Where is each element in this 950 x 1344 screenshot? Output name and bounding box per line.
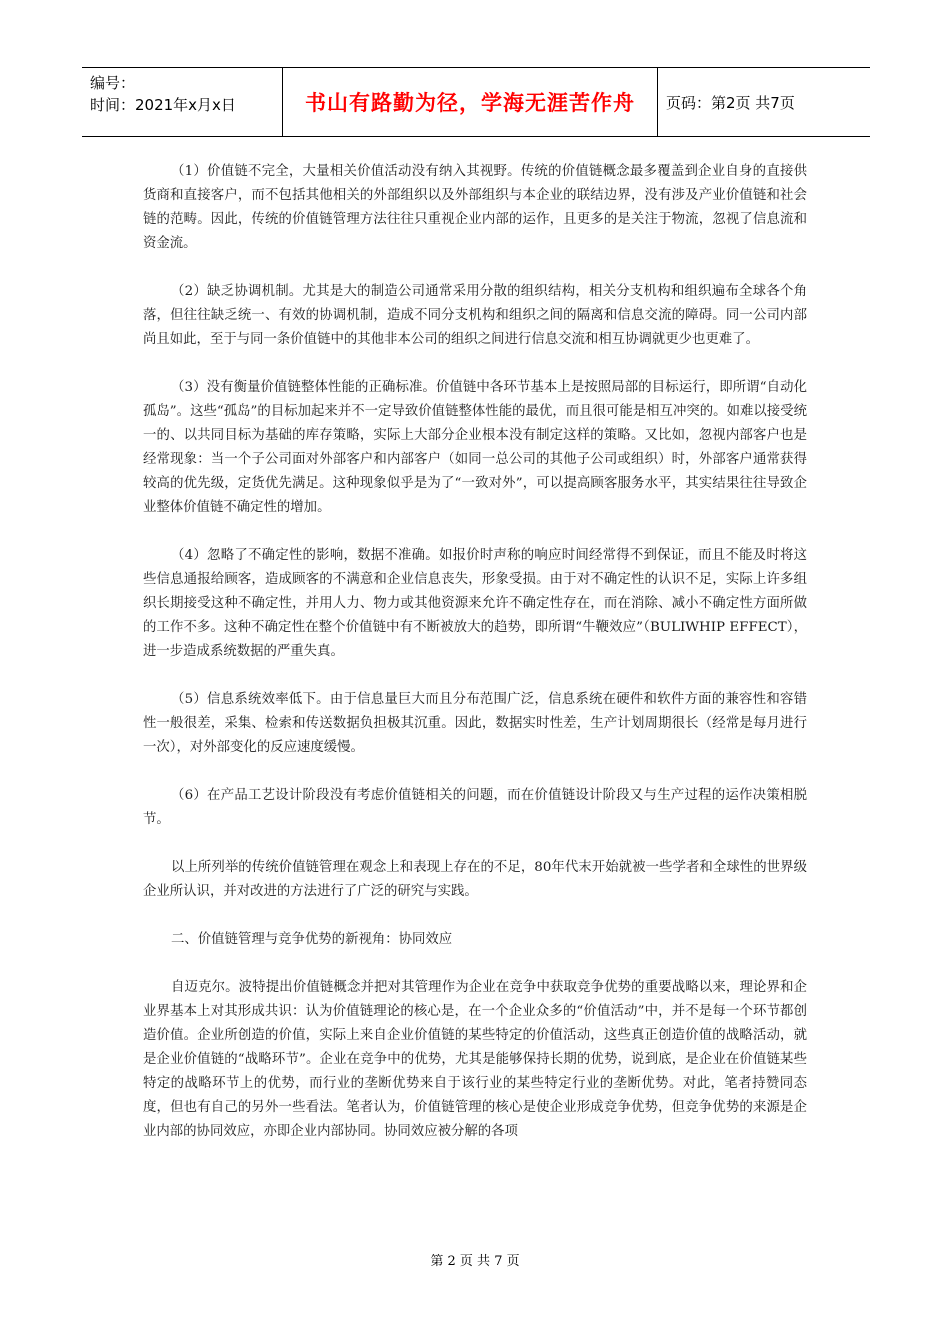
header-page-cell — [658, 68, 870, 136]
document-body — [143, 160, 807, 1168]
paragraph: （1）价值链不完全，大量相关价值活动没有纳入其视野。传统的价值链概念最多覆盖到企业自身的直接供货商和直接客户，而不包括其他相关的外部组织以及外部组织与本企业的联结边界，没有涉及产业价值链和社会链的范畴。因此，传统的价值链管理方法往往只重视企业内部的运作，且更多的是关注于物流，忽视了信息流和资金流。 — [143, 164, 807, 251]
page-footer — [0, 1250, 950, 1269]
header-motto-cell — [282, 68, 658, 136]
paragraph: 自迈克尔。波特提出价值链概念并把对其管理作为企业在竞争中获取竞争优势的重要战略以来，理论界和企业界基本上对其形成共识：认为价值链理论的核心是，在一个企业众多的“价值活动”中，并不是每一个环节都创造价值。企业所创造的价值，实际上来自企业价值链的某些特定的价值活动，这些真正创造价值的战略活动，就是企业价值链的“战略环节”。企业在竞争中的优势，尤其是能够保持长期的优势，说到底，是企业在价值链某些特定的战略环节上的优势，而行业的垄断优势来自于该行业的某些特定行业的垄断优势。对此，笔者持赞同态度，但也有自己的另外一些看法。笔者认为，价值链管理的核心是使企业形成竞争优势，但竞争优势的来源是企业内部的协同效应，亦即企业内部协同。协同效应被分解的各项 — [143, 980, 807, 1139]
header-motto: 书山有路勤为径，学海无涯苦作舟 — [305, 91, 635, 115]
header-meta — [82, 68, 282, 136]
document-number-label: 编号： — [90, 74, 136, 92]
page-header — [82, 67, 870, 137]
paragraph: （5）信息系统效率低下。由于信息量巨大而且分布范围广泛，信息系统在硬件和软件方面的兼容性和容错性一般很差，采集、检索和传送数据负担极其沉重。因此，数据实时性差，生产计划周期很长（经常是每月进行一次），对外部变化的反应速度缓慢。 — [143, 692, 807, 755]
footer-page-number: 第 2 页 共 7 页 — [430, 1254, 520, 1269]
section-heading: 二、价值链管理与竞争优势的新视角：协同效应 — [171, 932, 453, 947]
paragraph: （3）没有衡量价值链整体性能的正确标准。价值链中各环节基本上是按照局部的目标运行，即所谓“自动化孤岛”。这些“孤岛”的目标加起来并不一定导致价值链整体性能的最优，而且很可能是相互冲突的。如难以接受统一的、以共同目标为基础的库存策略，实际上大部分企业根本没有制定这样的策略。又比如，忽视内部客户也是经常现象：当一个子公司面对外部客户和内部客户（如同一总公司的其他子公司或组织）时，外部客户通常获得较高的优先级，定货优先满足。这种现象似乎是为了“一致对外”，可以提高顾客服务水平，其实结果往往导致企业整体价值链不确定性的增加。 — [143, 380, 807, 515]
header-page-number: 页码：第2页 共7页 — [666, 93, 795, 112]
document-date-label: 时间：2021年x月x日 — [90, 96, 236, 114]
paragraph: （4）忽略了不确定性的影响，数据不准确。如报价时声称的响应时间经常得不到保证，而且不能及时将这些信息通报给顾客，造成顾客的不满意和企业信息丧失，形象受损。由于对不确定性的认识不足，实际上许多组织长期接受这种不确定性，并用人力、物力或其他资源来允许不确定性存在，而在消除、减小不确定性方面所做的工作不多。这种不确定性在整个价值链中有不断被放大的趋势，即所谓“牛鞭效应”（BULIWHIP EFFECT），进一步造成系统数据的严重失真。 — [143, 548, 807, 659]
paragraph: （6）在产品工艺设计阶段没有考虑价值链相关的问题，而在价值链设计阶段又与生产过程的运作决策相脱节。 — [143, 788, 807, 827]
paragraph: （2）缺乏协调机制。尤其是大的制造公司通常采用分散的组织结构，相关分支机构和组织遍布全球各个角落，但往往缺乏统一、有效的协调机制，造成不同分支机构和组织之间的隔离和信息交流的障碍。同一公司内部尚且如此，至于与同一条价值链中的其他非本公司的组织之间进行信息交流和相互协调就更少也更难了。 — [143, 284, 807, 347]
paragraph: 以上所列举的传统价值链管理在观念上和表现上存在的不足，80年代末开始就被一些学者和全球性的世界级企业所认识，并对改进的方法进行了广泛的研究与实践。 — [143, 860, 807, 899]
